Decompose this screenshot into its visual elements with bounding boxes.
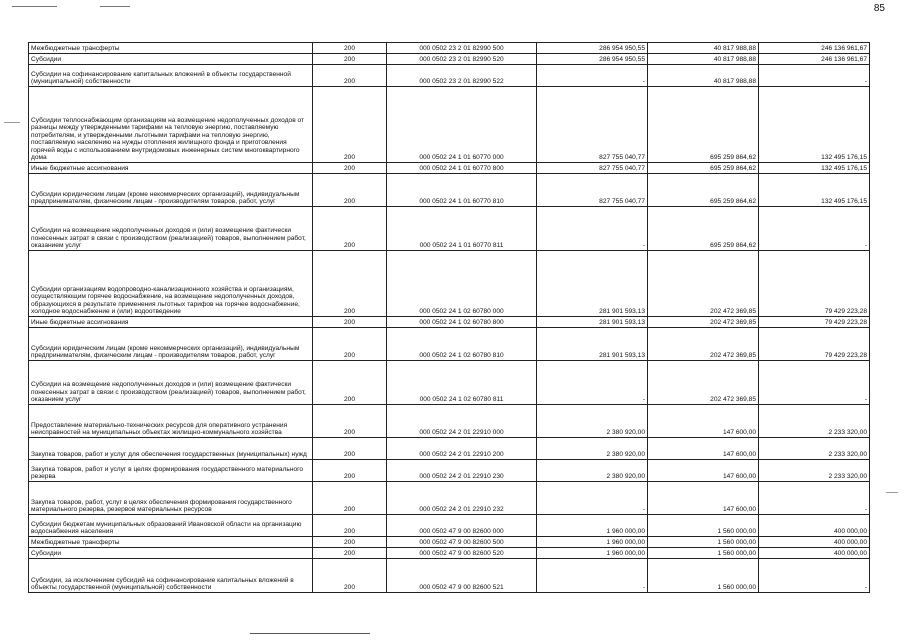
row-code: 200 (313, 559, 387, 593)
row-unexecuted: 400 000,00 (759, 537, 870, 548)
row-executed: 202 472 369,85 (648, 317, 759, 328)
scan-top-mark-left (12, 6, 57, 7)
row-kbk: 000 0502 23 2 01 82990 522 (387, 65, 537, 87)
row-name: Субсидии (29, 548, 313, 559)
row-kbk: 000 0502 47 9 00 82600 521 (387, 559, 537, 593)
budget-execution-table (28, 42, 870, 593)
row-approved: - (537, 559, 648, 593)
row-executed: 147 600,00 (648, 438, 759, 460)
row-unexecuted: 2 233 320,00 (759, 405, 870, 438)
row-kbk: 000 0502 24 1 02 60780 800 (387, 317, 537, 328)
table-row (29, 43, 870, 54)
row-name: Закупка товаров, работ и услуг в целях формирования государственного материального резерва (29, 460, 313, 482)
row-code: 200 (313, 548, 387, 559)
row-unexecuted: 79 429 223,28 (759, 317, 870, 328)
row-code: 200 (313, 163, 387, 174)
table-row (29, 163, 870, 174)
table-row (29, 559, 870, 593)
row-executed: 202 472 369,85 (648, 361, 759, 405)
row-unexecuted: 132 495 176,15 (759, 163, 870, 174)
scan-left-mark (4, 122, 20, 123)
row-kbk: 000 0502 47 9 00 82600 000 (387, 515, 537, 537)
row-executed: 147 600,00 (648, 460, 759, 482)
table-row (29, 361, 870, 405)
row-executed: 1 560 000,00 (648, 515, 759, 537)
row-kbk: 000 0502 23 2 01 82990 500 (387, 43, 537, 54)
row-approved: 281 901 593,13 (537, 328, 648, 361)
row-code: 200 (313, 515, 387, 537)
page-number: 85 (873, 3, 885, 14)
row-approved: 2 380 920,00 (537, 405, 648, 438)
row-executed: 695 259 864,62 (648, 163, 759, 174)
row-code: 200 (313, 361, 387, 405)
row-kbk: 000 0502 24 1 02 60780 810 (387, 328, 537, 361)
row-name: Субсидии, за исключением субсидий на софинансирование капитальных вложений в объекты государственной (муниципальной) собственности (29, 559, 313, 593)
table-row (29, 537, 870, 548)
row-code: 200 (313, 54, 387, 65)
row-approved: 286 954 950,55 (537, 43, 648, 54)
row-kbk: 000 0502 24 2 01 22910 200 (387, 438, 537, 460)
row-executed: 147 600,00 (648, 405, 759, 438)
row-executed: 40 817 988,88 (648, 65, 759, 87)
table-row (29, 174, 870, 207)
table-row (29, 65, 870, 87)
row-executed: 40 817 988,88 (648, 43, 759, 54)
row-executed: 202 472 369,85 (648, 251, 759, 317)
scan-top-mark-right (100, 6, 130, 7)
row-kbk: 000 0502 24 2 01 22910 000 (387, 405, 537, 438)
row-executed: 202 472 369,85 (648, 328, 759, 361)
scan-bottom-mark (250, 633, 370, 634)
row-name: Субсидии юридическим лицам (кроме некоммерческих организаций), индивидуальным предпринимателям, физическим лицам - производителям товаров, работ, услуг (29, 174, 313, 207)
row-name: Межбюджетные трансферты (29, 43, 313, 54)
row-approved: 1 960 000,00 (537, 515, 648, 537)
row-kbk: 000 0502 24 2 01 22910 230 (387, 460, 537, 482)
row-name: Закупка товаров, работ, услуг в целях обеспечения формирования государственного материального резерва, резервов материальных ресурсов (29, 482, 313, 515)
row-name: Предоставление материально-технических ресурсов для оперативного устранения неисправностей на муниципальных объектах жилищно-коммунального хозяйства (29, 405, 313, 438)
table-row (29, 460, 870, 482)
row-approved: - (537, 207, 648, 251)
row-approved: 827 755 040,77 (537, 163, 648, 174)
row-code: 200 (313, 328, 387, 361)
row-name: Субсидии теплоснабжающим организациям на возмещение недополученных доходов от разницы между утвержденными тарифами на тепловую энергию, поставляемую потребителям, и утвержденными льготными тарифами на тепловую энергию, поставляемую населению на нужды отопления жилищного фонда и приготовления горячей воды с использованием внутридомовых инженерных систем многоквартирного дома (29, 87, 313, 163)
row-unexecuted: 2 233 320,00 (759, 438, 870, 460)
row-name: Иные бюджетные ассигнования (29, 163, 313, 174)
row-approved: 1 960 000,00 (537, 537, 648, 548)
row-kbk: 000 0502 47 9 00 82600 500 (387, 537, 537, 548)
row-approved: 281 901 593,13 (537, 251, 648, 317)
row-approved: 286 954 950,55 (537, 54, 648, 65)
row-name: Закупка товаров, работ и услуг для обеспечения государственных (муниципальных) нужд (29, 438, 313, 460)
row-executed: 695 259 864,62 (648, 207, 759, 251)
row-code: 200 (313, 174, 387, 207)
row-unexecuted: - (759, 65, 870, 87)
row-unexecuted: 2 233 320,00 (759, 460, 870, 482)
table-row (29, 405, 870, 438)
row-code: 200 (313, 438, 387, 460)
row-approved: - (537, 361, 648, 405)
table-row (29, 87, 870, 163)
row-name: Субсидии на возмещение недополученных доходов и (или) возмещение фактически понесенных затрат в связи с производством (реализацией) товаров, выполнением работ, оказанием услуг (29, 361, 313, 405)
row-name: Субсидии (29, 54, 313, 65)
row-kbk: 000 0502 24 1 01 60770 810 (387, 174, 537, 207)
row-code: 200 (313, 207, 387, 251)
row-unexecuted: 400 000,00 (759, 515, 870, 537)
table-row (29, 54, 870, 65)
row-unexecuted: 79 429 223,28 (759, 328, 870, 361)
row-code: 200 (313, 87, 387, 163)
row-approved: 1 960 000,00 (537, 548, 648, 559)
row-approved: 2 380 920,00 (537, 438, 648, 460)
row-executed: 695 259 864,62 (648, 87, 759, 163)
row-unexecuted: 79 429 223,28 (759, 251, 870, 317)
row-unexecuted: 132 495 176,15 (759, 87, 870, 163)
row-approved: - (537, 65, 648, 87)
row-code: 200 (313, 482, 387, 515)
row-kbk: 000 0502 23 2 01 82990 520 (387, 54, 537, 65)
row-kbk: 000 0502 47 9 00 82600 520 (387, 548, 537, 559)
row-kbk: 000 0502 24 1 02 60780 000 (387, 251, 537, 317)
row-kbk: 000 0502 24 1 01 60770 000 (387, 87, 537, 163)
row-approved: 281 901 593,13 (537, 317, 648, 328)
row-executed: 1 560 000,00 (648, 548, 759, 559)
row-unexecuted: - (759, 559, 870, 593)
row-unexecuted: 246 136 961,67 (759, 54, 870, 65)
row-unexecuted: - (759, 482, 870, 515)
row-executed: 147 600,00 (648, 482, 759, 515)
row-kbk: 000 0502 24 1 02 60780 811 (387, 361, 537, 405)
row-name: Субсидии юридическим лицам (кроме некоммерческих организаций), индивидуальным предпринимателям, физическим лицам - производителям товаров, работ, услуг (29, 328, 313, 361)
scan-right-mark (886, 492, 898, 493)
row-unexecuted: - (759, 361, 870, 405)
row-approved: 2 380 920,00 (537, 460, 648, 482)
row-kbk: 000 0502 24 1 01 60770 800 (387, 163, 537, 174)
row-unexecuted: 132 495 176,15 (759, 174, 870, 207)
row-code: 200 (313, 317, 387, 328)
row-name: Субсидии организациям водопроводно-канализационного хозяйства и организациям, осуществляющим горячее водоснабжение, на возмещение недополученных доходов, образующихся в результате применения льготных тарифов на горячее водоснабжение, холодное водоснабжение и (или) водоотведение (29, 251, 313, 317)
row-kbk: 000 0502 24 1 01 60770 811 (387, 207, 537, 251)
row-code: 200 (313, 405, 387, 438)
row-executed: 40 817 988,88 (648, 54, 759, 65)
row-executed: 1 560 000,00 (648, 559, 759, 593)
row-executed: 1 560 000,00 (648, 537, 759, 548)
row-code: 200 (313, 65, 387, 87)
table-row (29, 317, 870, 328)
table-row (29, 515, 870, 537)
row-code: 200 (313, 43, 387, 54)
table-row (29, 328, 870, 361)
row-kbk: 000 0502 24 2 01 22910 232 (387, 482, 537, 515)
row-approved: 827 755 040,77 (537, 87, 648, 163)
row-approved: 827 755 040,77 (537, 174, 648, 207)
row-unexecuted: - (759, 207, 870, 251)
row-executed: 695 259 864,62 (648, 174, 759, 207)
row-name: Субсидии на возмещение недополученных доходов и (или) возмещение фактически понесенных затрат в связи с производством (реализацией) товаров, выполнением работ, оказанием услуг (29, 207, 313, 251)
row-unexecuted: 400 000,00 (759, 548, 870, 559)
table-row (29, 548, 870, 559)
row-code: 200 (313, 460, 387, 482)
table-row (29, 482, 870, 515)
table-row (29, 207, 870, 251)
table-row (29, 251, 870, 317)
row-name: Иные бюджетные ассигнования (29, 317, 313, 328)
row-name: Субсидии на софинансирование капитальных вложений в объекты государственной (муниципальной) собственности (29, 65, 313, 87)
table-row (29, 438, 870, 460)
row-unexecuted: 246 136 961,67 (759, 43, 870, 54)
row-approved: - (537, 482, 648, 515)
row-name: Межбюджетные трансферты (29, 537, 313, 548)
row-name: Субсидии бюджетам муниципальных образований Ивановской области на организацию водоснабжения населения (29, 515, 313, 537)
row-code: 200 (313, 537, 387, 548)
row-code: 200 (313, 251, 387, 317)
